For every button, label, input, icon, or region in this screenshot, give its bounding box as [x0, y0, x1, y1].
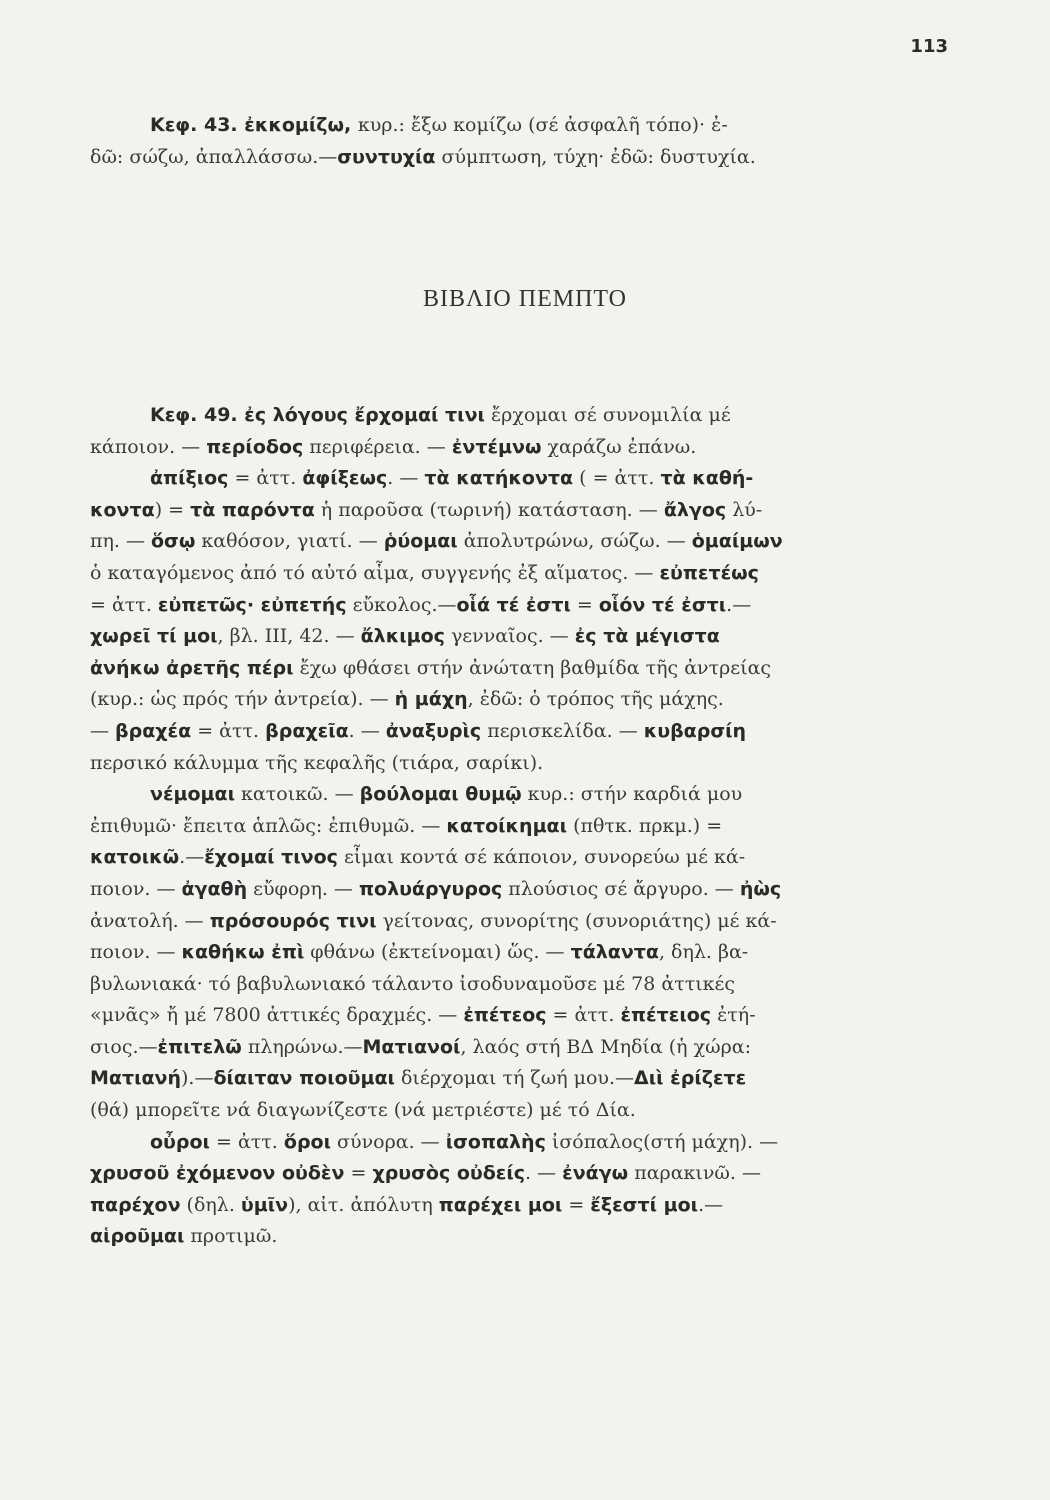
gloss-text: —: [90, 719, 116, 742]
headword: ἐνάγω: [562, 1162, 629, 1185]
gloss-text: . —: [387, 467, 425, 490]
headword: πρόσουρός τινι: [209, 909, 377, 932]
headword: βραχέα: [115, 719, 192, 742]
gloss-text: ἀπολυτρώνω, σώζω. —: [457, 530, 692, 553]
text-line: [90, 779, 962, 811]
headword: συντυχία: [337, 145, 436, 168]
gloss-text: (πθτκ. πρκμ.) =: [567, 814, 723, 837]
headword: ἐκκομίζω,: [244, 114, 358, 136]
headword: δίαιταν ποιοῦμαι: [213, 1067, 395, 1090]
gloss-text: γενναῖος. —: [444, 625, 575, 648]
gloss-text: περισκελίδα. —: [481, 719, 644, 742]
headword: αἱροῦμαι: [90, 1225, 185, 1248]
gloss-text: =: [570, 593, 599, 616]
headword: ἐπέτεος: [463, 1004, 547, 1027]
gloss-text: πλούσιος σέ ἄργυρο. —: [502, 877, 740, 900]
gloss-text: =: [344, 1162, 373, 1185]
gloss-text: κάποιον. —: [90, 435, 207, 458]
gloss-text: (δηλ.: [180, 1193, 241, 1216]
headword: ῥύομαι: [383, 530, 458, 553]
headword: Ματιανοί: [362, 1035, 461, 1058]
gloss-text: εὔκολος.—: [346, 593, 457, 616]
headword: ἀφίξεως: [302, 467, 388, 490]
gloss-text: χαράζω ἐπάνω.: [541, 435, 697, 458]
headword: πολυάργυρος: [358, 877, 503, 900]
headword: εὐπετῶς· εὐπετής: [157, 593, 347, 616]
gloss-text: φθάνω (ἐκτείνομαι) ὥς. —: [304, 941, 571, 964]
headword: κοντα: [90, 498, 155, 521]
gloss-text: = ἀττ.: [209, 1130, 284, 1153]
headword: ἀναξυρὶς: [385, 719, 482, 742]
text-line: [90, 937, 962, 969]
gloss-text: ἐπιθυμῶ· ἔπειτα ἁπλῶς: ἐπιθυμῶ. —: [90, 814, 447, 837]
headword: Κεφ. 49.: [150, 404, 245, 426]
gloss-text: παρακινῶ. —: [628, 1162, 761, 1185]
gloss-text: . —: [525, 1162, 563, 1185]
headword: χρυσοῦ ἐχόμενον οὐδὲν: [90, 1162, 345, 1185]
headword: οἷόν τέ ἐστι: [598, 593, 727, 616]
gloss-text: ) =: [154, 498, 191, 521]
gloss-text: περσικό κάλυμμα τῆς κεφαλῆς (τιάρα, σαρίκι).: [90, 751, 544, 774]
headword: καθήκω ἐπὶ: [181, 941, 305, 964]
gloss-text: = ἀττ.: [191, 719, 266, 742]
gloss-text: =: [562, 1193, 591, 1216]
headword: οὖροι: [150, 1130, 210, 1153]
text-line: [90, 906, 962, 938]
gloss-text: (θά) μπορεῖτε νά διαγωνίζεστε (νά μετριέστε) μέ τό Δία.: [90, 1099, 636, 1122]
gloss-text: «μνᾶς» ἤ μέ 7800 ἀττικές δραχμές. —: [90, 1004, 464, 1027]
gloss-text: δῶ: σώζω, ἀπαλλάσσω.—: [90, 145, 338, 168]
gloss-text: γείτονας, συνορίτης (συνοριάτης) μέ κά-: [376, 909, 777, 932]
headword: ὅσῳ: [151, 530, 196, 553]
headword: τὰ κατήκοντα: [424, 467, 574, 490]
gloss-text: ), αἰτ. ἀπόλυτη: [288, 1193, 439, 1216]
headword: ἐπιτελῶ: [157, 1035, 242, 1058]
gloss-text: , λαός στή ΒΔ Μηδία (ἡ χώρα:: [460, 1035, 751, 1058]
gloss-text: = ἀττ.: [228, 467, 303, 490]
chapter-49-glossary: [90, 400, 962, 1253]
gloss-text: σύμπτωση, τύχη· ἐδῶ: δυστυχία.: [435, 145, 756, 168]
gloss-text: ( = ἀττ.: [573, 467, 661, 490]
gloss-text: ἀνατολή. —: [90, 909, 210, 932]
gloss-text: , δηλ. βα-: [658, 941, 749, 964]
text-line: [90, 653, 962, 685]
headword: ἔχομαί τινος: [204, 846, 338, 869]
gloss-text: ποιον. —: [90, 941, 182, 964]
gloss-text: . —: [348, 719, 386, 742]
book-title: ΒΙΒΛΙΟ ΠΕΜΠΤΟ: [423, 286, 627, 312]
text-line: [90, 874, 962, 906]
headword: παρέχει μοι: [438, 1193, 563, 1216]
headword: ὁμαίμων: [691, 530, 783, 553]
headword: χωρεῖ τί μοι: [90, 625, 218, 648]
text-line: [90, 1032, 962, 1064]
headword: βραχεῖα: [265, 719, 349, 742]
headword: κατοικῶ: [90, 846, 180, 869]
text-line: [90, 463, 962, 495]
headword: ὅροι: [283, 1130, 332, 1153]
gloss-text: πληρώνω.—: [241, 1035, 363, 1058]
headword: ἰσοπαλὴς: [445, 1130, 546, 1153]
gloss-text: σιος.—: [90, 1035, 158, 1058]
headword: Διὶ ἐρίζετε: [634, 1067, 747, 1090]
headword: ἄλκιμος: [360, 625, 445, 648]
headword: τὰ καθή-: [660, 467, 754, 490]
headword: βούλομαι θυμῷ: [359, 783, 522, 806]
text-line: [90, 526, 962, 558]
headword: ἠὼς: [739, 877, 782, 900]
gloss-text: = ἀττ.: [90, 593, 158, 616]
gloss-text: κατοικῶ. —: [235, 783, 360, 806]
headword: Ματιανή: [90, 1067, 182, 1090]
headword: παρέχον: [90, 1193, 181, 1216]
headword: χρυσὸς οὐδείς: [372, 1162, 526, 1185]
chapter-43-glossary: [90, 110, 962, 173]
gloss-text: ἡ παροῦσα (τωρινή) κατάσταση. —: [314, 498, 664, 521]
gloss-text: καθόσον, γιατί. —: [195, 530, 384, 553]
headword: οἷά τέ ἐστι: [456, 593, 571, 616]
text-line: [90, 748, 962, 780]
gloss-text: ἔρχομαι σέ συνομιλία μέ: [484, 404, 731, 426]
gloss-text: περιφέρεια. —: [303, 435, 452, 458]
headword: κατοίκημαι: [446, 814, 568, 837]
gloss-text: εἶμαι κοντά σέ κάποιον, συνορεύω μέ κά-: [337, 846, 746, 869]
headword: ἔξεστί μοι: [590, 1193, 699, 1216]
gloss-text: διέρχομαι τή ζωή μου.—: [394, 1067, 635, 1090]
text-line: [90, 716, 962, 748]
text-line: [90, 842, 962, 874]
headword: ἐντέμνω: [451, 435, 542, 458]
text-line: [90, 400, 962, 432]
gloss-text: κυρ.: ἔξω κομίζω (σέ ἀσφαλῆ τόπο)· ἐ-: [357, 114, 728, 136]
gloss-text: πη. —: [90, 530, 151, 553]
gloss-text: (κυρ.: ὡς πρός τήν ἀντρεία). —: [90, 688, 395, 711]
gloss-text: κυρ.: στήν καρδιά μου: [521, 783, 743, 806]
gloss-text: , ἐδῶ: ὁ τρόπος τῆς μάχης.: [467, 688, 724, 711]
gloss-text: .—: [726, 593, 752, 616]
headword: ἐς τὰ μέγιστα: [574, 625, 720, 648]
headword: ἀγαθὴ: [181, 877, 248, 900]
gloss-text: , βλ. ΙΙΙ, 42. —: [217, 625, 361, 648]
text-line: [90, 142, 962, 174]
gloss-text: προτιμῶ.: [184, 1225, 278, 1248]
gloss-text: ὁ καταγόμενος ἀπό τό αὐτό αἷμα, συγγενής ἐξ αἵματος. —: [90, 561, 660, 584]
headword: ἐπέτειος: [620, 1004, 712, 1027]
gloss-text: σύνορα. —: [331, 1130, 446, 1153]
headword: περίοδος: [206, 435, 304, 458]
headword: Κεφ. 43.: [150, 114, 245, 136]
text-line: [90, 1063, 962, 1095]
text-line: [90, 1127, 962, 1159]
headword: τὰ παρόντα: [190, 498, 315, 521]
gloss-text: ).—: [181, 1067, 214, 1090]
headword: ἀνήκω ἀρετῆς πέρι: [90, 656, 294, 679]
text-line: [90, 590, 962, 622]
gloss-text: ἐτή-: [711, 1004, 756, 1027]
text-line: [90, 811, 962, 843]
gloss-text: λύ-: [726, 498, 763, 521]
text-line: [90, 1000, 962, 1032]
text-line: [90, 432, 962, 464]
gloss-text: .—: [698, 1193, 724, 1216]
text-line: [90, 1095, 962, 1127]
gloss-text: ποιον. —: [90, 877, 182, 900]
headword: νέμομαι: [150, 783, 235, 806]
gloss-text: βυλωνιακά· τό βαβυλωνιακό τάλαντο ἰσοδυναμοῦσε μέ 78 ἀττικές: [90, 972, 736, 995]
headword: ἀπίξιος: [150, 467, 229, 490]
gloss-text: ἔχω φθάσει στήν ἀνώτατη βαθμίδα τῆς ἀντρείας: [293, 656, 772, 679]
text-line: [90, 621, 962, 653]
headword: τάλαντα: [570, 941, 659, 964]
headword: εὐπετέως: [659, 561, 759, 584]
text-line: [90, 1190, 962, 1222]
headword: ἐς λόγους ἔρχομαί τινι: [244, 404, 485, 426]
gloss-text: εὔφορη. —: [247, 877, 359, 900]
text-line: [90, 1221, 962, 1253]
text-line: [90, 558, 962, 590]
gloss-text: .—: [179, 846, 205, 869]
headword: ἄλγος: [663, 498, 727, 521]
text-line: [90, 684, 962, 716]
gloss-text: ἰσόπαλος(στή μάχη). —: [545, 1130, 779, 1153]
text-line: [90, 1158, 962, 1190]
page-number: 113: [910, 36, 948, 57]
gloss-text: = ἀττ.: [546, 1004, 621, 1027]
headword: κυβαρσίη: [643, 719, 747, 742]
text-line: [90, 495, 962, 527]
headword: ἡ μάχη: [394, 688, 468, 711]
text-line: [90, 969, 962, 1001]
headword: ὑμῖν: [240, 1193, 289, 1216]
text-line: [90, 110, 962, 142]
